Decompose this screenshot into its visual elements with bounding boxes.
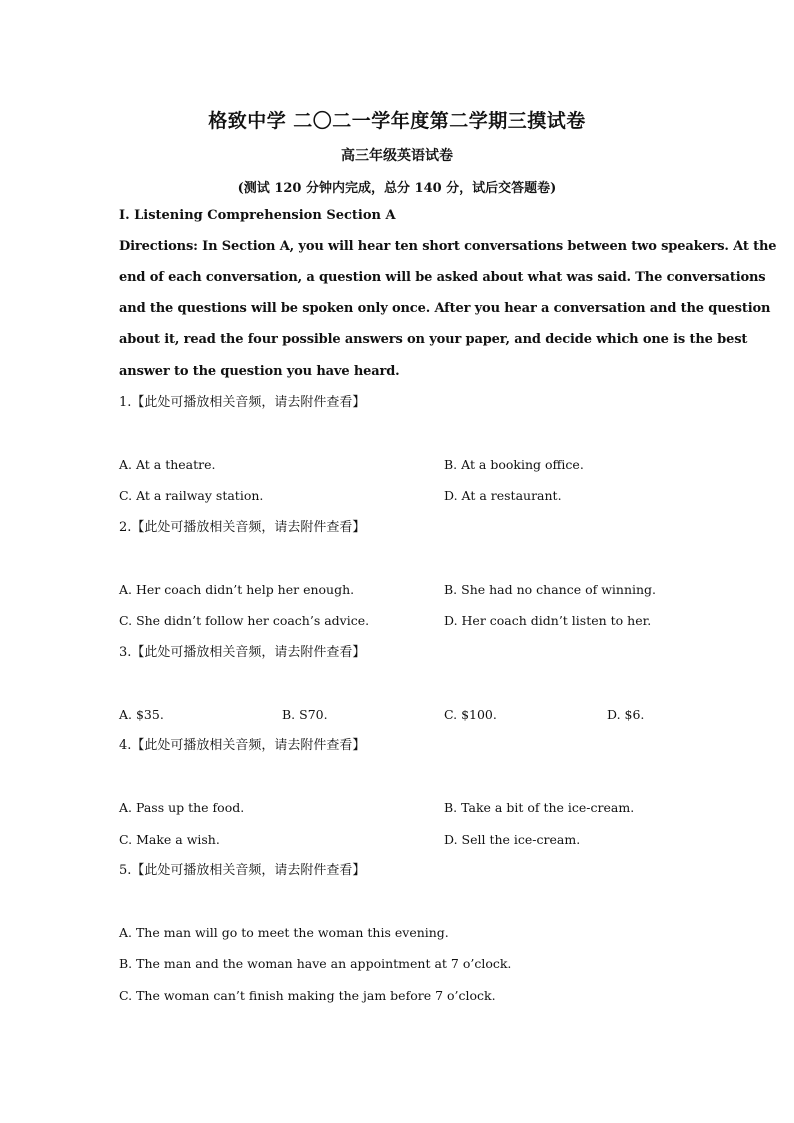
question-3-option-a[interactable]: A. $35. [119, 707, 164, 722]
section-heading: I. Listening Comprehension Section A [119, 208, 396, 223]
question-5-option-b[interactable]: B. The man and the woman have an appointment at 7 o’clock. [119, 956, 512, 971]
exam-subtitle: 高三年级英语试卷 [341, 148, 453, 164]
directions-line: and the questions will be spoken only once. After you hear a conversation and the question [119, 301, 771, 316]
question-1-prompt: 1.【此处可播放相关音频，请去附件查看】 [119, 395, 366, 410]
directions-line: about it, read the four possible answers on your paper, and decide which one is the best [119, 332, 748, 347]
question-5-prompt: 5.【此处可播放相关音频，请去附件查看】 [119, 863, 366, 878]
question-4-option-a[interactable]: A. Pass up the food. [119, 800, 245, 815]
question-2-option-d[interactable]: D. Her coach didn’t listen to her. [444, 613, 652, 628]
question-2-option-b[interactable]: B. She had no chance of winning. [444, 582, 657, 597]
directions-line: end of each conversation, a question will be asked about what was said. The conversations [119, 270, 766, 285]
question-3-option-c[interactable]: C. $100. [444, 707, 497, 722]
question-1-option-a[interactable]: A. At a theatre. [119, 457, 216, 472]
directions-line: answer to the question you have heard. [119, 364, 400, 379]
question-2-option-c[interactable]: C. She didn’t follow her coach’s advice. [119, 613, 370, 628]
question-1-option-d[interactable]: D. At a restaurant. [444, 488, 562, 503]
exam-note: (测试 120 分钟内完成，总分 140 分，试后交答题卷) [237, 181, 557, 196]
question-4-option-c[interactable]: C. Make a wish. [119, 832, 220, 847]
question-5-option-a[interactable]: A. The man will go to meet the woman this evening. [119, 925, 449, 940]
question-4-prompt: 4.【此处可播放相关音频，请去附件查看】 [119, 738, 366, 753]
question-1-option-c[interactable]: C. At a railway station. [119, 488, 264, 503]
exam-title: 格致中学 二〇二一学年度第二学期三摸试卷 [208, 110, 586, 132]
question-2-prompt: 2.【此处可播放相关音频，请去附件查看】 [119, 520, 366, 535]
question-3-option-d[interactable]: D. $6. [607, 707, 645, 722]
question-3-option-b[interactable]: B. S70. [282, 707, 328, 722]
directions-line: Directions: In Section A, you will hear ten short conversations between two speakers. At the [119, 239, 777, 254]
question-5-option-c[interactable]: C. The woman can’t finish making the jam before 7 o’clock. [119, 988, 496, 1003]
question-2-option-a[interactable]: A. Her coach didn’t help her enough. [119, 582, 355, 597]
question-4-option-b[interactable]: B. Take a bit of the ice-cream. [444, 800, 635, 815]
question-3-prompt: 3.【此处可播放相关音频，请去附件查看】 [119, 645, 366, 660]
question-1-option-b[interactable]: B. At a booking office. [444, 457, 584, 472]
question-4-option-d[interactable]: D. Sell the ice-cream. [444, 832, 581, 847]
